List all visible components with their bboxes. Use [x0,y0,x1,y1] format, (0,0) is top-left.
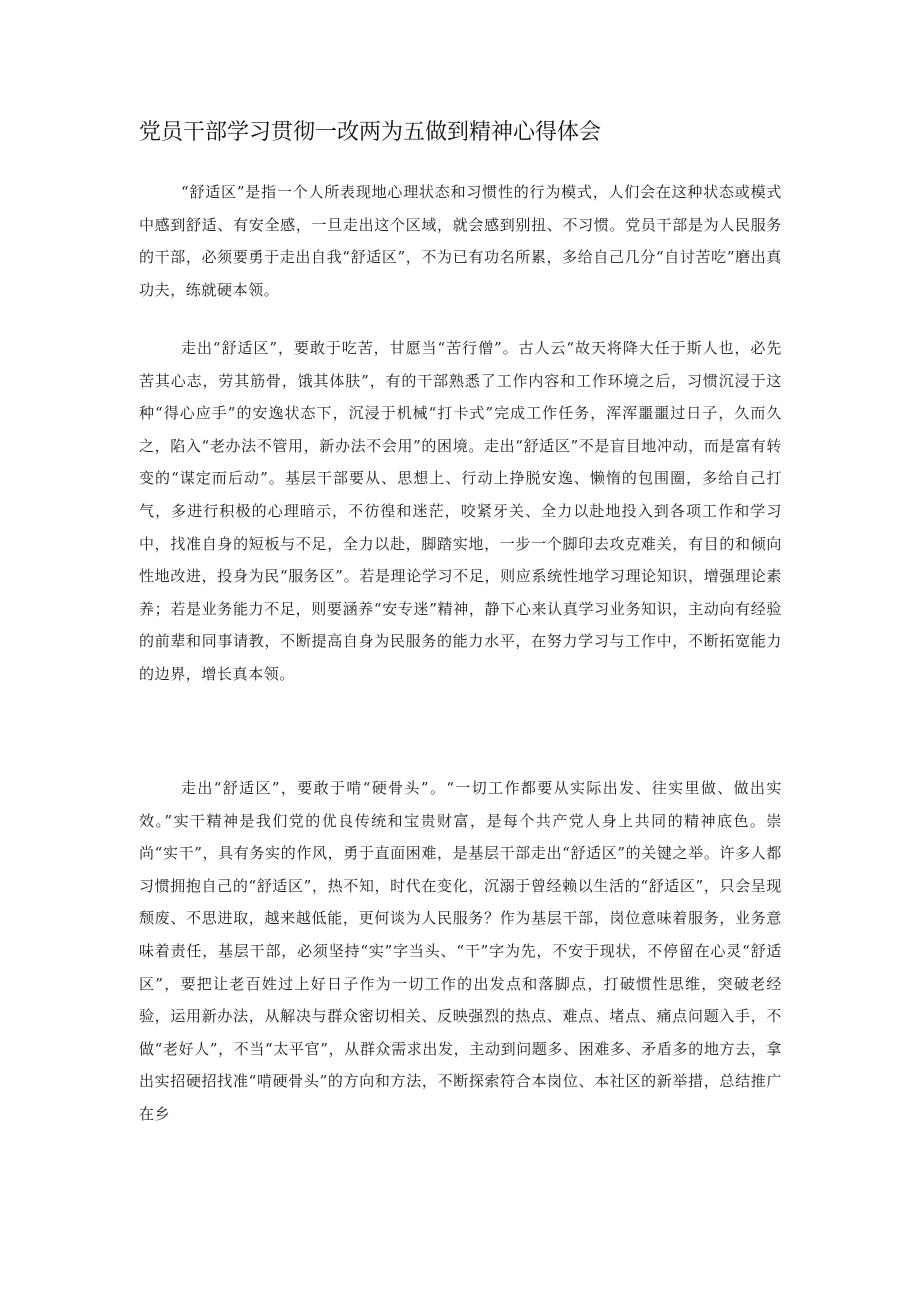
paragraph: 走出“舒适区”，要敢于吃苦，甘愿当“苦行僧”。古人云“故天将降大任于斯人也，必先苦其心志，劳其筋骨，饿其体肤”，有的干部熟悉了工作内容和工作环境之后，习惯沉浸于这种“得心应手”的安逸状态下，沉浸于机械“打卡式”完成工作任务，浑浑噩噩过日子，久而久之，陷入“老办法不管用，新办法不会用”的困境。走出“舒适区”不是盲目地冲动，而是富有转变的“谋定而后动”。基层干部要从、思想上、行动上挣脱安逸、懒惰的包围圈，多给自己打气，多进行积极的心理暗示，不彷徨和迷茫，咬紧牙关、全力以赴地投入到各项工作和学习中，找准自身的短板与不足，全力以赴，脚踏实地，一步一个脚印去攻克难关，有目的和倾向性地改进，投身为民“服务区”。若是理论学习不足，则应系统性地学习理论知识，增强理论素养；若是业务能力不足，则要涵养“安专迷”精神，静下心来认真学习业务知识，主动向有经验的前辈和同事请教，不断提高自身为民服务的能力水平，在努力学习与工作中，不断拓宽能力的边界，增长真本领。 [139,339,782,683]
document-title: 党员干部学习贯彻一改两为五做到精神心得体会 [139,120,602,145]
paragraph: 走出“舒适区”，要敢于啃“硬骨头”。“一切工作都要从实际出发、往实里做、做出实效。”实干精神是我们党的优良传统和宝贵财富，是每个共产党人身上共同的精神底色。崇尚“实干”，具有务实的作风，勇于直面困难，是基层干部走出“舒适区”的关键之举。许多人都习惯拥抱自己的“舒适区”，热不知，时代在变化，沉溺于曾经赖以生活的“舒适区”，只会呈现颓废、不思进取，越来越低能，更何谈为人民服务？作为基层干部，岗位意味着服务，业务意味着责任，基层干部，必须坚持“实”字当头、“干”字为先，不安于现状，不停留在心灵“舒适区”，要把让老百姓过上好日子作为一切工作的出发点和落脚点，打破惯性思维，突破老经验，运用新办法，从解决与群众密切相关、反映强烈的热点、难点、堵点、痛点问题入手，不做“老好人”，不当“太平官”，从群众需求出发，主动到问题多、困难多、矛盾多的地方去，拿出实招硬招找准“啃硬骨头”的方向和方法，不断探索符合本岗位、本社区的新举措，总结推广在乡 [139,779,782,1123]
paragraph: “舒适区”是指一个人所表现地心理状态和习惯性的行为模式，人们会在这种状态或模式中感到舒适、有安全感，一旦走出这个区域，就会感到别扭、不习惯。党员干部是为人民服务的干部，必须要勇于走出自我“舒适区”，不为已有功名所累，多给自己几分“自讨苦吃”磨出真功夫，练就硬本领。 [139,183,782,299]
